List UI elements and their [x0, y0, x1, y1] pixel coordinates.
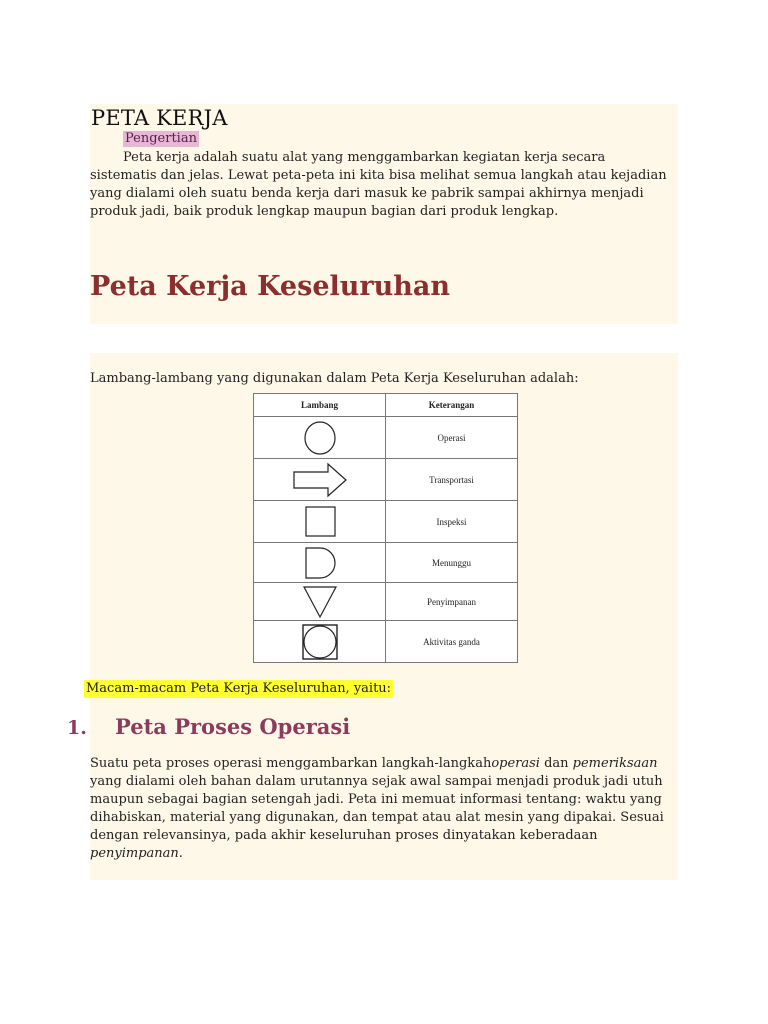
label-cell: Penyimpanan — [386, 583, 518, 621]
column-header-keterangan: Keterangan — [386, 394, 518, 417]
label-cell: Aktivitas ganda — [386, 621, 518, 663]
symbol-cell — [254, 543, 386, 583]
square-icon — [300, 503, 340, 541]
label-cell: Transportasi — [386, 459, 518, 501]
circle-icon — [300, 419, 340, 457]
process-text-2: dan — [539, 756, 573, 771]
symbol-table — [253, 393, 518, 663]
list-heading: Peta Proses Operasi — [115, 714, 351, 739]
table-row — [254, 417, 518, 459]
symbol-cell — [254, 621, 386, 663]
process-term-penyimpanan: penyimpanan — [90, 846, 179, 861]
subtitle-highlight: Pengertian — [125, 131, 197, 146]
types-highlight-line: Macam-macam Peta Kerja Keseluruhan, yaitu: — [86, 681, 392, 696]
symbol-cell — [254, 417, 386, 459]
symbol-cell — [254, 583, 386, 621]
table-row — [254, 583, 518, 621]
section-heading: Peta Kerja Keseluruhan — [90, 271, 450, 302]
symbol-cell — [254, 501, 386, 543]
label-cell: Menunggu — [386, 543, 518, 583]
symbol-cell — [254, 459, 386, 501]
symbols-intro-text: Lambang-lambang yang digunakan dalam Peta Kerja Keseluruhan adalah: — [90, 371, 579, 386]
process-text-4: . — [178, 846, 183, 861]
circle-in-square-icon — [299, 623, 341, 661]
table-row — [254, 459, 518, 501]
process-text-3: yang dialami oleh bahan dalam urutannya sejak awal sampai menjadi produk jadi utuh maupun sebagai bagian setengah jadi. Peta ini memuat informasi tentang: waktu yang dihabiskan, material yang digunakan, dan tempat atau alat mesin yang dipakai. Sesuai dengan relevansinya, pada akhir keseluruhan proses dinyatakan keberadaan — [90, 774, 664, 843]
table-row — [254, 621, 518, 663]
label-cell: Inspeksi — [386, 501, 518, 543]
triangle-down-icon — [300, 584, 340, 620]
list-number: 1. — [67, 717, 87, 739]
process-term-pemeriksaan: pemeriksaan — [572, 756, 658, 771]
arrow-right-icon — [290, 461, 350, 499]
definition-paragraph: Peta kerja adalah suatu alat yang menggambarkan kegiatan kerja secara sistematis dan jelas. Lewat peta-peta ini kita bisa melihat semua langkah atau kejadian yang dialami oleh suatu benda kerja dari masuk ke pabrik sampai akhirnya menjadi produk jadi, baik produk lengkap maupun bagian dari produk lengkap. — [90, 150, 667, 219]
table-row — [254, 543, 518, 583]
page-title: PETA KERJA — [91, 106, 228, 130]
d-shape-icon — [300, 545, 340, 581]
table-row — [254, 501, 518, 543]
label-cell: Operasi — [386, 417, 518, 459]
process-term-operasi: operasi — [491, 756, 540, 771]
table-header-row — [254, 394, 518, 417]
process-paragraph — [90, 755, 675, 863]
column-header-lambang: Lambang — [254, 394, 386, 417]
process-text-1: Suatu peta proses operasi menggambarkan langkah-langkah — [90, 756, 492, 771]
